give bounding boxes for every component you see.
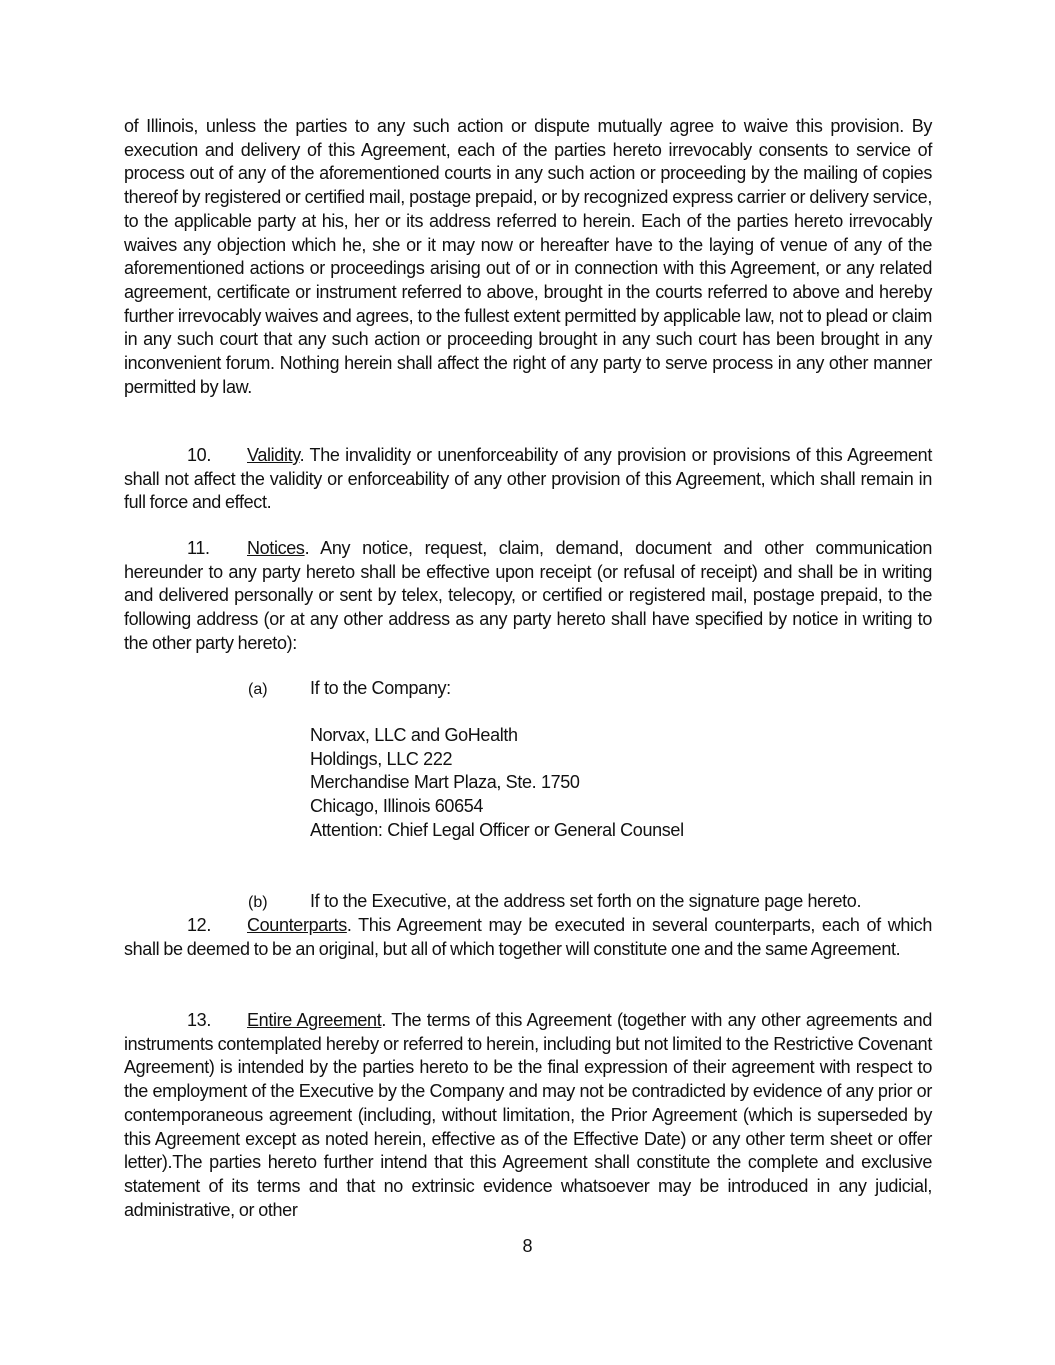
section-text: . The terms of this Agreement (together with any other agreements and instruments contemplated hereby or referred to herein, including but not limited to the Restrictive Covenant Agreement) is intended by the parties hereto to be the final expression of their agreement with respect to the employment of the Executive by the Company and may not be contradicted by evidence of any prior or contemporaneous agreement (including, without limitation, the Prior Agreement (which is superseded by this Agreement except as noted herein, effective as of the Effective Date) or any other term sheet or offer letter).The parties hereto further intend that this Agreement shall constitute the complete and exclusive statement of its terms and that no extrinsic evidence whatsoever may be introduced in any judicial, administrative, or other (124, 1010, 932, 1220)
address-line: Holdings, LLC 222 (310, 749, 453, 769)
section-number: 11. (187, 538, 210, 558)
section-number: 10. (187, 445, 211, 465)
paragraph-text: of Illinois, unless the parties to any such action or dispute mutually agree to waive this provision. By execution and delivery of this Agreement, each of the parties hereto irrevocably consents to service of process out of any of the aforementioned courts in any such action or proceeding by the mailing of copies thereof by registered or certified mail, postage prepaid, or by recognized express carrier or delivery service, to the applicable party at his, her or its address referred to herein. Each of the parties hereto irrevocably waives any objection which he, she or it may now or hereafter have to the laying of venue of any of the aforementioned actions or proceedings arising out of or in connection with this Agreement, or any related agreement, certificate or instrument referred to above, brought in the courts referred to above and hereby further irrevocably waives and agrees, to the fullest extent permitted by applicable law, not to plead or claim in any such court that any such action or proceeding brought in any such court has been brought in any inconvenient forum. Nothing herein shall affect the right of any party to serve process in any other manner permitted by law. (124, 116, 932, 397)
section-number: 13. (187, 1010, 211, 1030)
section-text: . Any notice, request, claim, demand, document and other communication hereunder to any party hereto shall be effective upon receipt (or refusal of receipt) and shall be in writing and delivered personally or sent by telex, telecopy, or certified or registered mail, postage prepaid, to the following address (or at any other address as any party hereto shall have specified by notice in writing to the other party hereto): (124, 538, 932, 653)
sub-item-a-label: (a) (248, 681, 268, 698)
section-heading: Validity (247, 445, 300, 465)
page-number: 8 (522, 1236, 533, 1256)
address-line: Merchandise Mart Plaza, Ste. 1750 (310, 772, 580, 792)
sub-item-a-text: If to the Company: (310, 678, 451, 698)
section-text: . This Agreement may be executed in several counterparts, each of which shall be deemed to be an original, but all of which together will constitute one and the same Agreement. (124, 915, 932, 959)
section-11-notices (124, 537, 932, 656)
address-line: Attention: Chief Legal Officer or General Counsel (310, 820, 684, 840)
sub-item-b-label: (b) (248, 894, 268, 911)
section-number: 12. (187, 915, 211, 935)
paragraph-jurisdiction-continuation (124, 115, 932, 399)
section-13-entire-agreement (124, 1009, 932, 1222)
section-heading: Entire Agreement (247, 1010, 382, 1030)
section-10-validity (124, 444, 932, 515)
address-line: Chicago, Illinois 60654 (310, 796, 484, 816)
section-heading: Notices (247, 538, 305, 558)
address-line: Norvax, LLC and GoHealth (310, 725, 518, 745)
section-12-counterparts (124, 914, 932, 961)
section-heading: Counterparts (247, 915, 347, 935)
sub-item-b-text: If to the Executive, at the address set forth on the signature page hereto. (310, 891, 862, 911)
section-text: . The invalidity or unenforceability of any provision or provisions of this Agreement shall not affect the validity or enforceability of any other provision of this Agreement, which shall remain in full force and effect. (124, 445, 932, 513)
